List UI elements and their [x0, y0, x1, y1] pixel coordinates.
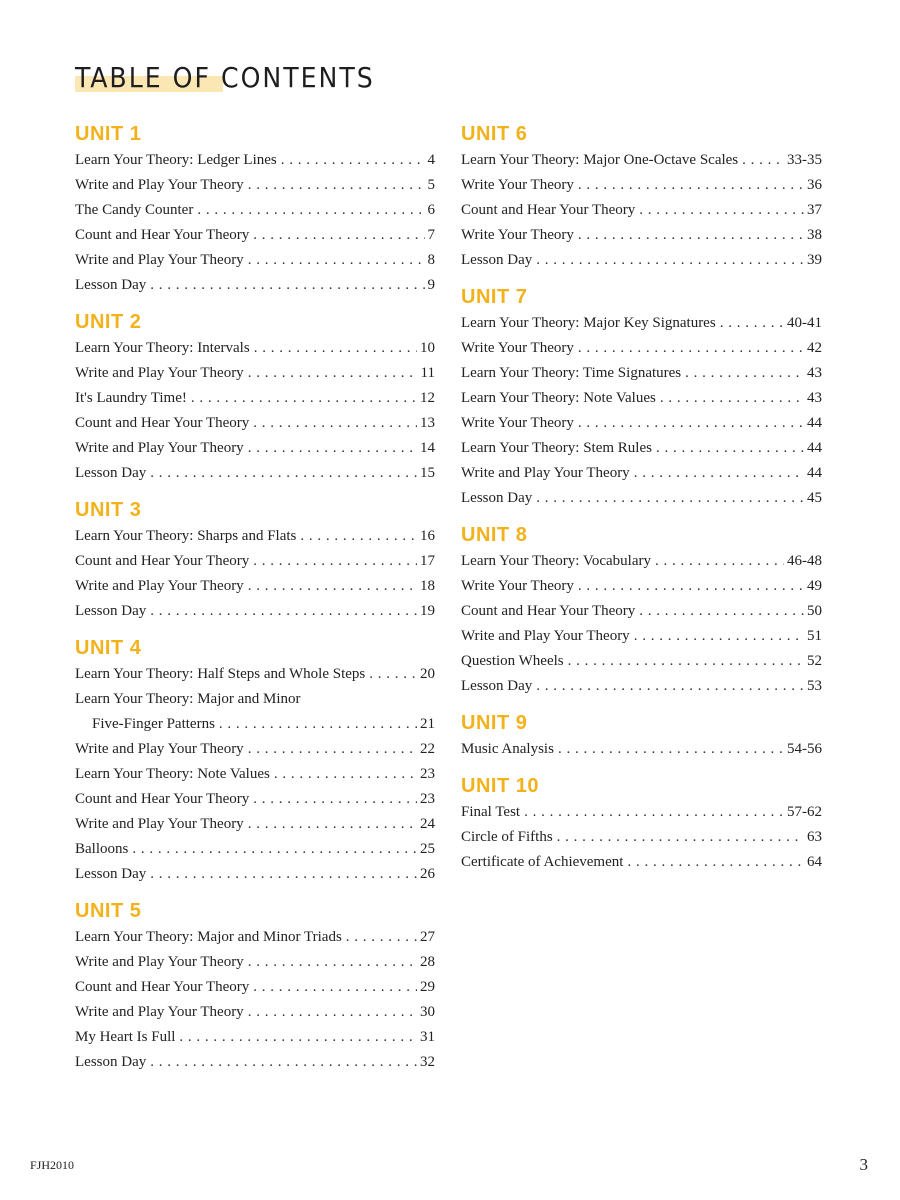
- toc-entry-page: 22: [420, 741, 435, 757]
- toc-entry-label: Learn Your Theory: Major Key Signatures: [461, 315, 716, 331]
- toc-entry-page: 8: [427, 252, 435, 268]
- dot-leader: [248, 436, 417, 461]
- dot-leader: [179, 1025, 417, 1050]
- toc-entry-page: 15: [420, 465, 435, 481]
- dot-leader: [150, 862, 417, 887]
- toc-entry[interactable]: [75, 336, 435, 361]
- toc-entry-label: Learn Your Theory: Stem Rules: [461, 440, 652, 456]
- dot-leader: [248, 1000, 417, 1025]
- dot-leader: [742, 148, 784, 173]
- toc-entry[interactable]: [461, 674, 822, 699]
- toc-entry-page: 19: [420, 603, 435, 619]
- dot-leader: [578, 223, 804, 248]
- toc-entry-label: Lesson Day: [75, 1054, 147, 1070]
- toc-entry[interactable]: [461, 549, 822, 574]
- footer-code: FJH2010: [30, 1158, 75, 1172]
- toc-entry-page: 32: [420, 1054, 435, 1070]
- toc-entry-label: Learn Your Theory: Major and Minor Triads: [75, 929, 342, 945]
- toc-entry[interactable]: [461, 486, 822, 511]
- toc-entry[interactable]: [75, 599, 435, 624]
- toc-entry-label: Write and Play Your Theory: [75, 177, 244, 193]
- toc-entry-page: 26: [420, 866, 435, 882]
- toc-entry-label: Write and Play Your Theory: [75, 1004, 244, 1020]
- toc-entry-page: 30: [420, 1004, 435, 1020]
- toc-entry-page: 14: [420, 440, 435, 456]
- dot-leader: [274, 762, 417, 787]
- toc-unit: [461, 521, 822, 699]
- toc-entry-label: My Heart Is Full: [75, 1029, 176, 1045]
- toc-entry-label: Count and Hear Your Theory: [75, 791, 250, 807]
- toc-entry-label: Lesson Day: [461, 678, 533, 694]
- toc-unit: [75, 120, 435, 298]
- toc-entry-label: Music Analysis: [461, 741, 554, 757]
- toc-entry-label: Count and Hear Your Theory: [75, 979, 250, 995]
- dot-leader: [150, 1050, 417, 1075]
- toc-entry[interactable]: [75, 737, 435, 762]
- dot-leader: [191, 386, 417, 411]
- toc-entry-label: Write and Play Your Theory: [75, 440, 244, 456]
- toc-entry[interactable]: [461, 148, 822, 173]
- toc-entry-page: 21: [420, 716, 435, 732]
- toc-entry-page: 42: [807, 340, 822, 356]
- unit-heading: UNIT 8: [461, 524, 528, 546]
- toc-entry-label: Write Your Theory: [461, 177, 574, 193]
- dot-leader: [536, 674, 804, 699]
- dot-leader: [197, 198, 424, 223]
- toc-entry-page: 63: [807, 829, 822, 845]
- toc-entry[interactable]: [75, 1000, 435, 1025]
- toc-entry-label: Lesson Day: [461, 252, 533, 268]
- toc-entry-page: 31: [420, 1029, 435, 1045]
- toc-entry-label: Learn Your Theory: Vocabulary: [461, 553, 651, 569]
- dot-leader: [656, 436, 804, 461]
- toc-right-column: [461, 120, 822, 885]
- toc-entry-page: 5: [427, 177, 435, 193]
- toc-entry-label: Write and Play Your Theory: [75, 816, 244, 832]
- dot-leader: [558, 737, 784, 762]
- toc-entry-page: 49: [807, 578, 822, 594]
- toc-entry-page: 38: [807, 227, 822, 243]
- dot-leader: [720, 311, 784, 336]
- dot-leader: [253, 975, 417, 1000]
- toc-entry-page: 25: [420, 841, 435, 857]
- dot-leader: [568, 649, 804, 674]
- toc-entry[interactable]: [75, 198, 435, 223]
- toc-entry[interactable]: [461, 411, 822, 436]
- dot-leader: [254, 336, 417, 361]
- toc-entry-page: 17: [420, 553, 435, 569]
- dot-leader: [132, 837, 417, 862]
- dot-leader: [253, 411, 417, 436]
- toc-entry-label: Lesson Day: [75, 866, 147, 882]
- toc-entry[interactable]: [461, 361, 822, 386]
- toc-entry-page: 28: [420, 954, 435, 970]
- toc-entry-label: Write and Play Your Theory: [75, 741, 244, 757]
- toc-entry-label: Count and Hear Your Theory: [75, 227, 250, 243]
- dot-leader: [150, 599, 417, 624]
- toc-entry-page: 57-62: [787, 804, 822, 820]
- toc-entry-label: Learn Your Theory: Note Values: [75, 766, 270, 782]
- toc-entry-page: 51: [807, 628, 822, 644]
- toc-entry-page: 44: [807, 415, 822, 431]
- toc-entry-label: Five-Finger Patterns: [92, 716, 215, 732]
- toc-entry-label: Learn Your Theory: Sharps and Flats: [75, 528, 297, 544]
- toc-entry-label: Count and Hear Your Theory: [75, 553, 250, 569]
- toc-entry-page: 40-41: [787, 315, 822, 331]
- dot-leader: [248, 737, 417, 762]
- toc-entry-page: 7: [427, 227, 435, 243]
- dot-leader: [536, 486, 804, 511]
- toc-entry[interactable]: [461, 649, 822, 674]
- toc-entry-page: 44: [807, 440, 822, 456]
- dot-leader: [253, 223, 424, 248]
- toc-entry[interactable]: [461, 198, 822, 223]
- toc-entry-label: Final Test: [461, 804, 521, 820]
- toc-entry-page: 10: [420, 340, 435, 356]
- toc-entry-page: 39: [807, 252, 822, 268]
- toc-entry-label: Write and Play Your Theory: [75, 365, 244, 381]
- toc-entry[interactable]: [75, 173, 435, 198]
- unit-heading: UNIT 7: [461, 286, 528, 308]
- toc-entry[interactable]: [75, 1050, 435, 1075]
- toc-entry-page: 13: [420, 415, 435, 431]
- toc-entry-label: Lesson Day: [461, 490, 533, 506]
- dot-leader: [655, 549, 784, 574]
- dot-leader: [248, 173, 425, 198]
- toc-entry[interactable]: [75, 787, 435, 812]
- toc-entry-page: 64: [807, 854, 822, 870]
- toc-entry-page: 46-48: [787, 553, 822, 569]
- toc-entry-page: 43: [807, 365, 822, 381]
- page-title: TABLE OF CONTENTS: [75, 61, 375, 94]
- toc-entry-label: Learn Your Theory: Intervals: [75, 340, 250, 356]
- toc-entry-label: Write Your Theory: [461, 578, 574, 594]
- dot-leader: [639, 599, 804, 624]
- toc-entry[interactable]: [461, 737, 822, 762]
- toc-entry[interactable]: [461, 599, 822, 624]
- unit-heading: UNIT 2: [75, 311, 142, 333]
- toc-entry-page: 4: [427, 152, 435, 168]
- toc-entry-label: Learn Your Theory: Major One-Octave Scales: [461, 152, 739, 168]
- toc-entry-page: 27: [420, 929, 435, 945]
- toc-unit: [461, 283, 822, 511]
- toc-entry[interactable]: [461, 800, 822, 825]
- toc-entry[interactable]: [75, 549, 435, 574]
- toc-entry[interactable]: [75, 662, 435, 687]
- toc-unit: [461, 772, 822, 875]
- toc-entry-page: 36: [807, 177, 822, 193]
- toc-entry-page: 23: [420, 791, 435, 807]
- page-number: 3: [859, 1155, 868, 1174]
- toc-entry-page: 33-35: [787, 152, 822, 168]
- dot-leader: [248, 248, 425, 273]
- toc-left-column: [75, 120, 435, 1085]
- toc-entry[interactable]: [75, 687, 435, 712]
- toc-entry[interactable]: [75, 148, 435, 173]
- toc-entry-label: Count and Hear Your Theory: [75, 415, 250, 431]
- toc-entry-label: Learn Your Theory: Major and Minor: [75, 691, 301, 707]
- toc-entry-page: 20: [420, 666, 435, 682]
- toc-entry-page: 9: [427, 277, 435, 293]
- toc-entry-label: Write Your Theory: [461, 415, 574, 431]
- toc-entry-page: 44: [807, 465, 822, 481]
- toc-entry-label: Lesson Day: [75, 277, 147, 293]
- toc-entry-page: 16: [420, 528, 435, 544]
- toc-entry-page: 12: [420, 390, 435, 406]
- toc-entry[interactable]: [75, 461, 435, 486]
- toc-entry-page: 52: [807, 653, 822, 669]
- toc-unit: [75, 634, 435, 887]
- dot-leader: [685, 361, 804, 386]
- toc-entry-label: It's Laundry Time!: [75, 390, 187, 406]
- toc-entry-label: Learn Your Theory: Half Steps and Whole Steps: [75, 666, 366, 682]
- dot-leader: [219, 712, 417, 737]
- toc-entry[interactable]: [461, 223, 822, 248]
- toc-entry-label: Write and Play Your Theory: [75, 954, 244, 970]
- toc-entry-label: Write and Play Your Theory: [461, 628, 630, 644]
- dot-leader: [536, 248, 804, 273]
- toc-entry[interactable]: [75, 975, 435, 1000]
- dot-leader: [248, 950, 417, 975]
- toc-entry-page: 18: [420, 578, 435, 594]
- dot-leader: [300, 524, 417, 549]
- toc-entry-label: Learn Your Theory: Ledger Lines: [75, 152, 277, 168]
- toc-entry-page: 11: [420, 365, 435, 381]
- toc-entry-label: Count and Hear Your Theory: [461, 603, 636, 619]
- toc-entry-label: Write and Play Your Theory: [461, 465, 630, 481]
- toc-entry-page: 6: [427, 202, 435, 218]
- dot-leader: [150, 273, 424, 298]
- toc-entry-page: 53: [807, 678, 822, 694]
- toc-entry[interactable]: [75, 223, 435, 248]
- toc-entry[interactable]: [75, 762, 435, 787]
- toc-entry-label: Write Your Theory: [461, 227, 574, 243]
- toc-entry-page: 54-56: [787, 741, 822, 757]
- toc-entry[interactable]: [75, 862, 435, 887]
- toc-entry[interactable]: [461, 624, 822, 649]
- dot-leader: [253, 549, 417, 574]
- dot-leader: [634, 624, 804, 649]
- dot-leader: [578, 173, 804, 198]
- unit-heading: UNIT 9: [461, 712, 528, 734]
- toc-entry-page: 24: [420, 816, 435, 832]
- toc-entry-page: 43: [807, 390, 822, 406]
- toc-entry-page: 37: [807, 202, 822, 218]
- dot-leader: [248, 574, 417, 599]
- toc-entry[interactable]: [75, 925, 435, 950]
- toc-entry[interactable]: [75, 436, 435, 461]
- toc-entry-label: Question Wheels: [461, 653, 564, 669]
- toc-entry-label: Lesson Day: [75, 465, 147, 481]
- toc-unit: [75, 897, 435, 1075]
- toc-unit: [461, 120, 822, 273]
- toc-entry[interactable]: [75, 950, 435, 975]
- toc-entry[interactable]: [75, 273, 435, 298]
- dot-leader: [150, 461, 417, 486]
- toc-entry[interactable]: [75, 361, 435, 386]
- dot-leader: [578, 411, 804, 436]
- toc-entry-label: Lesson Day: [75, 603, 147, 619]
- toc-entry-label: Learn Your Theory: Note Values: [461, 390, 656, 406]
- toc-entry[interactable]: [75, 411, 435, 436]
- dot-leader: [248, 361, 418, 386]
- toc-entry-label: Count and Hear Your Theory: [461, 202, 636, 218]
- toc-entry[interactable]: [461, 248, 822, 273]
- unit-heading: UNIT 6: [461, 123, 528, 145]
- toc-entry[interactable]: [75, 837, 435, 862]
- toc-entry-label: Write and Play Your Theory: [75, 252, 244, 268]
- toc-entry-label: Balloons: [75, 841, 129, 857]
- toc-entry[interactable]: [75, 248, 435, 273]
- dot-leader: [253, 787, 417, 812]
- toc-entry-label: Certificate of Achievement: [461, 854, 624, 870]
- toc-entry-page: 29: [420, 979, 435, 995]
- toc-entry[interactable]: [75, 812, 435, 837]
- toc-entry-page: 50: [807, 603, 822, 619]
- dot-leader: [369, 662, 417, 687]
- toc-entry-label: The Candy Counter: [75, 202, 194, 218]
- toc-entry[interactable]: [461, 850, 822, 875]
- toc-entry-label: Learn Your Theory: Time Signatures: [461, 365, 682, 381]
- dot-leader: [627, 850, 804, 875]
- toc-entry-label: Write Your Theory: [461, 340, 574, 356]
- toc-entry-label: Write and Play Your Theory: [75, 578, 244, 594]
- dot-leader: [557, 825, 804, 850]
- unit-heading: UNIT 3: [75, 499, 142, 521]
- dot-leader: [346, 925, 417, 950]
- toc-entry[interactable]: [75, 712, 435, 737]
- toc-entry[interactable]: [461, 574, 822, 599]
- toc-entry[interactable]: [461, 173, 822, 198]
- toc-entry[interactable]: [461, 825, 822, 850]
- toc-entry[interactable]: [461, 336, 822, 361]
- unit-heading: UNIT 10: [461, 775, 539, 797]
- dot-leader: [248, 812, 417, 837]
- dot-leader: [281, 148, 425, 173]
- page-title-block: [75, 60, 375, 96]
- toc-entry[interactable]: [75, 524, 435, 549]
- dot-leader: [524, 800, 784, 825]
- toc-unit: [75, 308, 435, 486]
- toc-entry[interactable]: [75, 574, 435, 599]
- dot-leader: [634, 461, 804, 486]
- dot-leader: [578, 574, 804, 599]
- toc-entry-page: 23: [420, 766, 435, 782]
- dot-leader: [578, 336, 804, 361]
- toc-entry[interactable]: [461, 436, 822, 461]
- toc-entry-label: Circle of Fifths: [461, 829, 553, 845]
- toc-entry[interactable]: [75, 1025, 435, 1050]
- dot-leader: [639, 198, 804, 223]
- toc-entry[interactable]: [461, 311, 822, 336]
- unit-heading: UNIT 4: [75, 637, 142, 659]
- toc-unit: [461, 709, 822, 762]
- toc-entry[interactable]: [461, 386, 822, 411]
- dot-leader: [660, 386, 804, 411]
- unit-heading: UNIT 5: [75, 900, 142, 922]
- unit-heading: UNIT 1: [75, 123, 142, 145]
- toc-entry-page: 45: [807, 490, 822, 506]
- toc-entry[interactable]: [461, 461, 822, 486]
- toc-entry[interactable]: [75, 386, 435, 411]
- toc-unit: [75, 496, 435, 624]
